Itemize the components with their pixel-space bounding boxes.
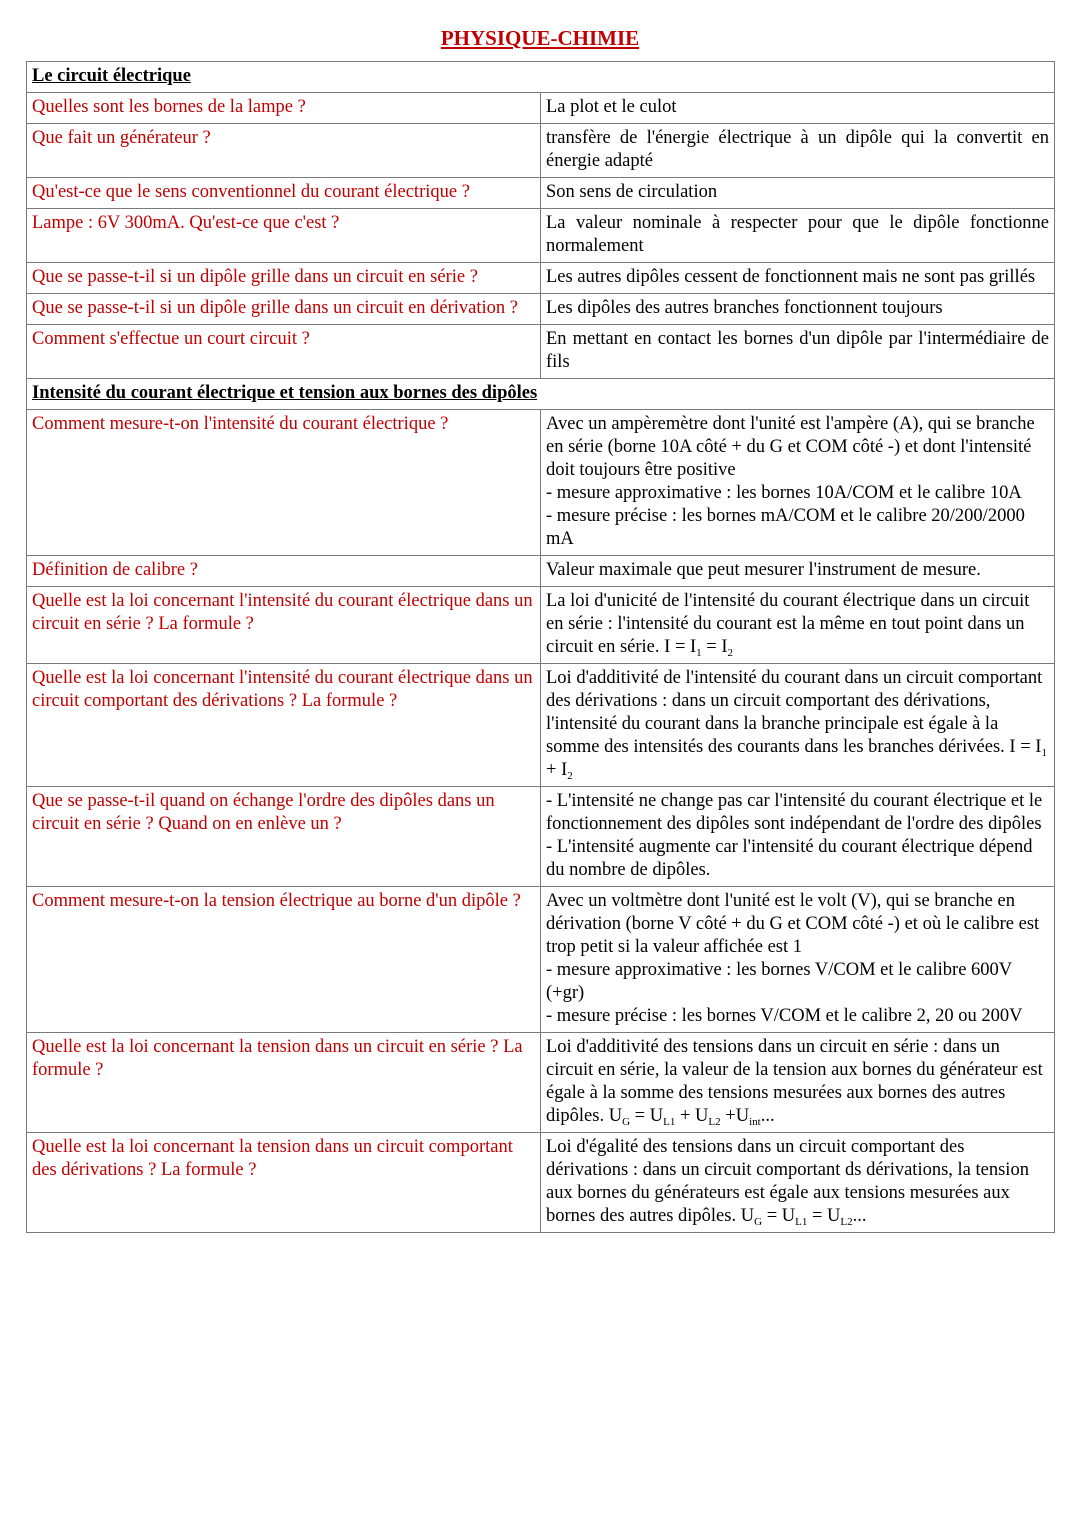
table-row xyxy=(27,1033,1055,1133)
section-header-row xyxy=(27,379,1055,410)
table-row xyxy=(27,410,1055,556)
revision-table xyxy=(26,61,1055,1233)
question-cell: Que fait un générateur ? xyxy=(27,124,541,178)
answer-cell xyxy=(541,410,1055,556)
answer-line: - mesure précise : les bornes mA/COM et le calibre 20/200/2000 mA xyxy=(546,506,1025,549)
answer-cell xyxy=(541,887,1055,1033)
question-cell: Comment s'effectue un court circuit ? xyxy=(27,325,541,379)
question-cell: Comment mesure-t-on l'intensité du courant électrique ? xyxy=(27,410,541,556)
question-cell: Quelle est la loi concernant la tension dans un circuit comportant des dérivations ? La formule ? xyxy=(27,1133,541,1233)
answer-cell xyxy=(541,664,1055,787)
answer-text: Loi d'additivité de l'intensité du courant dans un circuit comportant des dérivations : dans un circuit comportant des dérivations, l'intensité du courant dans la branche principale est égale à la somme des intensités des courants dans les branches dérivées. xyxy=(546,668,1043,757)
answer-line: - L'intensité augmente car l'intensité du courant électrique dépend du nombre de dipôles. xyxy=(546,837,1033,880)
answer-line: - mesure approximative : les bornes V/COM et le calibre 600V (+gr) xyxy=(546,960,1012,1003)
answer-cell: La plot et le culot xyxy=(541,93,1055,124)
answer-cell: Valeur maximale que peut mesurer l'instrument de mesure. xyxy=(541,556,1055,587)
table-row xyxy=(27,1133,1055,1233)
question-cell: Lampe : 6V 300mA. Qu'est-ce que c'est ? xyxy=(27,209,541,263)
formula: $U_G = U_{L1} = U_{L2}$... xyxy=(740,1206,867,1228)
table-row xyxy=(27,556,1055,587)
answer-cell: La valeur nominale à respecter pour que le dipôle fonctionne normalement xyxy=(541,209,1055,263)
question-cell: Quelle est la loi concernant la tension dans un circuit en série ? La formule ? xyxy=(27,1033,541,1133)
table-row xyxy=(27,887,1055,1033)
page-title: PHYSIQUE-CHIMIE xyxy=(440,26,640,50)
table-row xyxy=(27,787,1055,887)
question-cell: Définition de calibre ? xyxy=(27,556,541,587)
section-heading: Intensité du courant électrique et tension aux bornes des dipôles xyxy=(27,379,1055,410)
table-row xyxy=(27,664,1055,787)
question-cell: Quelle est la loi concernant l'intensité du courant électrique dans un circuit comportant des dérivations ? La formule ? xyxy=(27,664,541,787)
question-cell: Qu'est-ce que le sens conventionnel du courant électrique ? xyxy=(27,178,541,209)
question-cell: Que se passe-t-il si un dipôle grille dans un circuit en série ? xyxy=(27,263,541,294)
table-row xyxy=(27,263,1055,294)
question-cell: Quelle est la loi concernant l'intensité du courant électrique dans un circuit en série ? La formule ? xyxy=(27,587,541,664)
table-row xyxy=(27,124,1055,178)
answer-line: Avec un ampèremètre dont l'unité est l'ampère (A), qui se branche en série (borne 10A côté + du G et COM côté -) et dont l'intensité doit toujours être positive xyxy=(546,414,1035,480)
question-cell: Quelles sont les bornes de la lampe ? xyxy=(27,93,541,124)
answer-cell: transfère de l'énergie électrique à un dipôle qui la convertit en énergie adapté xyxy=(541,124,1055,178)
section-heading: Le circuit électrique xyxy=(27,62,1055,93)
table-row xyxy=(27,294,1055,325)
question-cell: Comment mesure-t-on la tension électrique au borne d'un dipôle ? xyxy=(27,887,541,1033)
section-header-row xyxy=(27,62,1055,93)
table-row xyxy=(27,209,1055,263)
answer-cell: Son sens de circulation xyxy=(541,178,1055,209)
formula: $U_G = U_{L1} + U_{L2} +U_{int}$... xyxy=(608,1106,775,1128)
formula: $I = I_1 = I_2$ xyxy=(664,637,734,659)
answer-cell xyxy=(541,1133,1055,1233)
answer-text: La loi d'unicité de l'intensité du courant électrique dans un circuit en série : l'intensité du courant est la même en tout point dans un circuit en série. xyxy=(546,591,1030,657)
table-row xyxy=(27,325,1055,379)
question-cell: Que se passe-t-il si un dipôle grille dans un circuit en dérivation ? xyxy=(27,294,541,325)
answer-cell xyxy=(541,1033,1055,1133)
answer-cell: Les dipôles des autres branches fonctionnent toujours xyxy=(541,294,1055,325)
answer-cell: En mettant en contact les bornes d'un dipôle par l'intermédiaire de fils xyxy=(541,325,1055,379)
table-row xyxy=(27,93,1055,124)
question-cell: Que se passe-t-il quand on échange l'ordre des dipôles dans un circuit en série ? Quand on en enlève un ? xyxy=(27,787,541,887)
table-row xyxy=(27,587,1055,664)
answer-text: Loi d'égalité des tensions dans un circuit comportant des dérivations : dans un circuit comportant ds dérivations, la tension aux bornes du générateurs est égale aux tensions mesurées aux bornes des autres dipôles. xyxy=(546,1137,1029,1226)
answer-cell: Les autres dipôles cessent de fonctionnent mais ne sont pas grillés xyxy=(541,263,1055,294)
answer-cell xyxy=(541,787,1055,887)
answer-text: Loi d'additivité des tensions dans un circuit en série : dans un circuit en série, la valeur de la tension aux bornes du générateur est égale à la somme des tensions mesurées aux bornes des autres dipôles. xyxy=(546,1037,1043,1126)
answer-line: - mesure approximative : les bornes 10A/COM et le calibre 10A xyxy=(546,483,1022,503)
answer-line: - mesure précise : les bornes V/COM et le calibre 2, 20 ou 200V xyxy=(546,1006,1023,1026)
table-row xyxy=(27,178,1055,209)
formula: $I = I_1 + I_2$ xyxy=(546,737,1047,782)
answer-line: Avec un voltmètre dont l'unité est le volt (V), qui se branche en dérivation (borne V côté + du G et COM côté -) et où le calibre est trop petit si la valeur affichée est 1 xyxy=(546,891,1040,957)
answer-cell xyxy=(541,587,1055,664)
answer-line: - L'intensité ne change pas car l'intensité du courant électrique et le fonctionnement des dipôles sont indépendant de l'ordre des dipôles xyxy=(546,791,1043,834)
